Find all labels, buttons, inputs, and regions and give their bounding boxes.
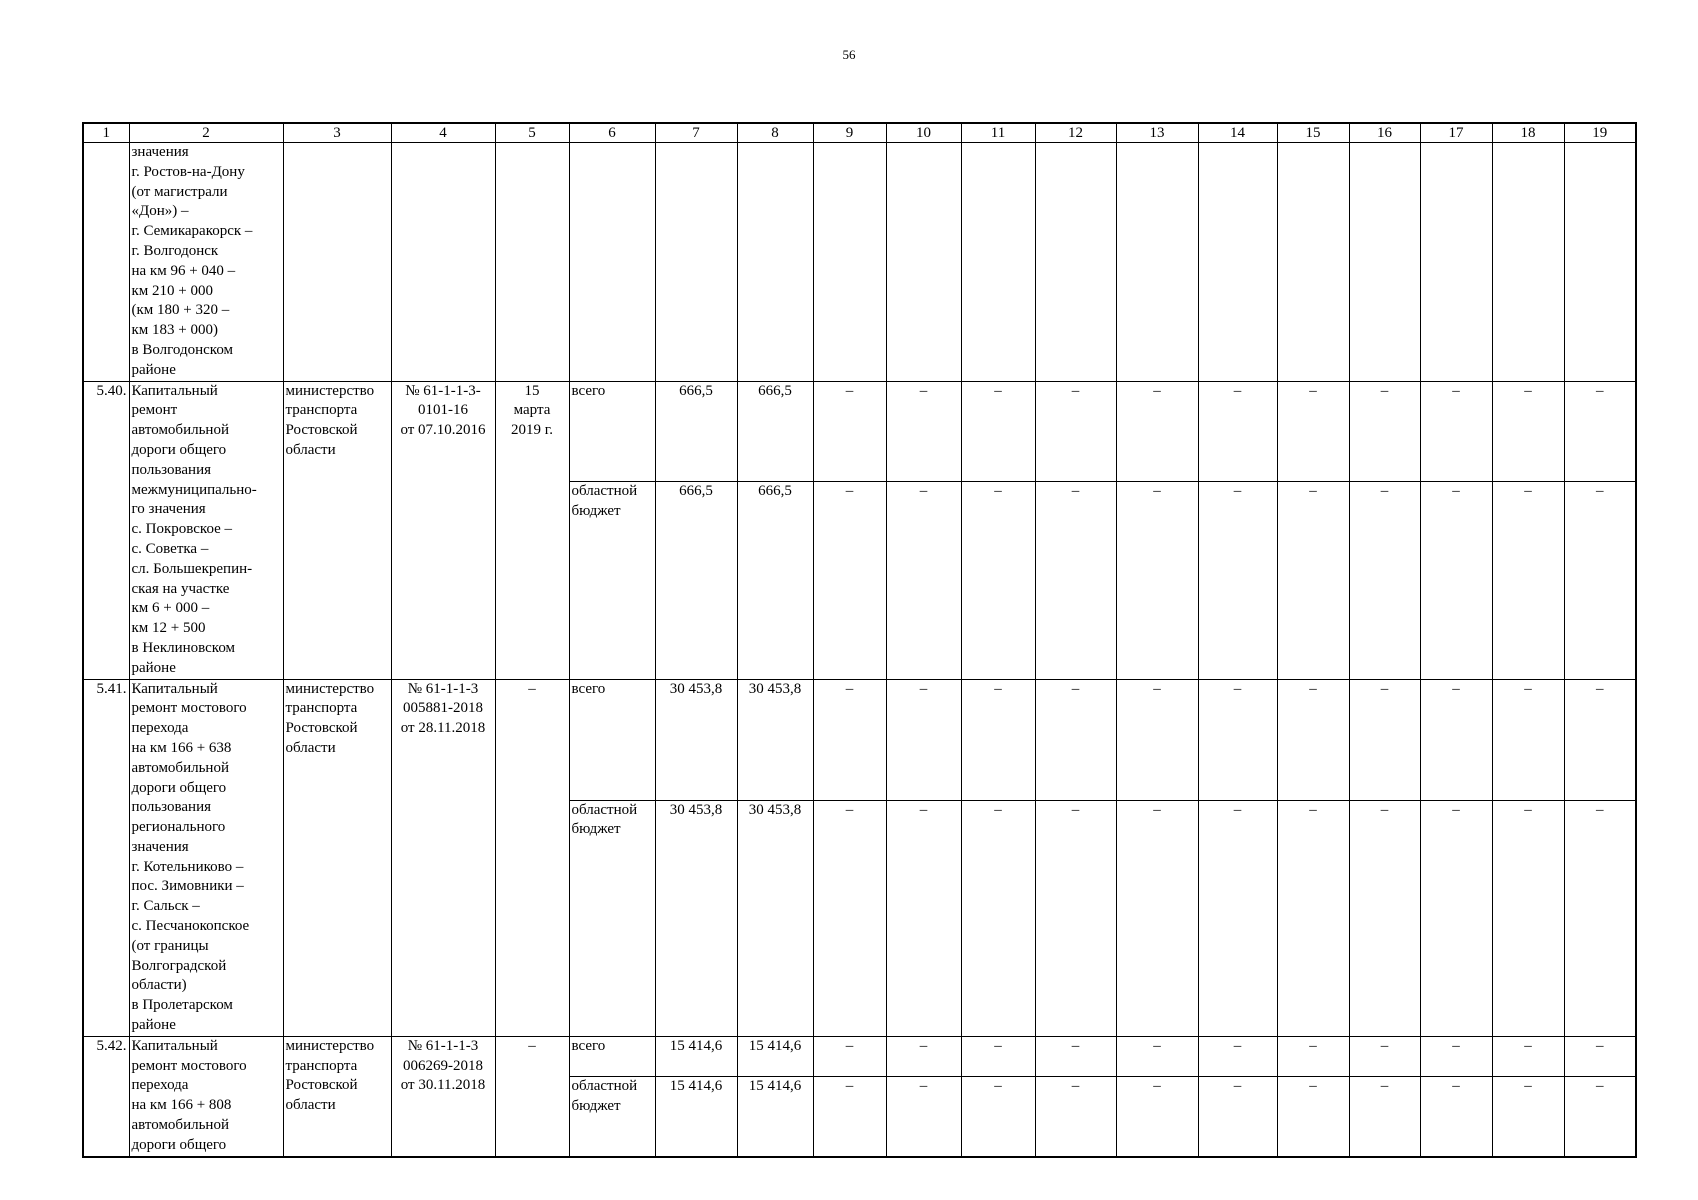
column-number: 10 bbox=[886, 123, 961, 143]
row-number: 5.41. bbox=[83, 679, 129, 1036]
expertise-document: № 61-1-1-3 006269-2018 от 30.11.2018 bbox=[391, 1036, 495, 1156]
dash-cell: – bbox=[1277, 1077, 1349, 1157]
amount-col7: 30 453,8 bbox=[655, 800, 737, 1036]
funding-source-budget: областной бюджет bbox=[569, 482, 655, 679]
dash-cell: – bbox=[1349, 1036, 1420, 1076]
dash-cell: – bbox=[1277, 679, 1349, 800]
dash-cell: – bbox=[1277, 1036, 1349, 1076]
dash-cell: – bbox=[1116, 800, 1198, 1036]
dash-cell: – bbox=[886, 800, 961, 1036]
dash-cell: – bbox=[1035, 679, 1116, 800]
amount-col8: 30 453,8 bbox=[737, 800, 813, 1036]
budget-table bbox=[82, 122, 1637, 1158]
dash-cell: – bbox=[1198, 1036, 1277, 1076]
funding-source-total: всего bbox=[569, 381, 655, 482]
dash-cell: – bbox=[1277, 482, 1349, 679]
dash-cell: – bbox=[813, 1036, 886, 1076]
dash-cell: – bbox=[1198, 800, 1277, 1036]
table-row bbox=[83, 1036, 1636, 1076]
column-number-row bbox=[83, 123, 1636, 143]
dash-cell: – bbox=[1349, 1077, 1420, 1157]
dash-cell: – bbox=[1420, 800, 1492, 1036]
dash-cell: – bbox=[1349, 800, 1420, 1036]
dash-cell: – bbox=[1349, 679, 1420, 800]
amount-col7: 15 414,6 bbox=[655, 1077, 737, 1157]
funding-source-total: всего bbox=[569, 1036, 655, 1076]
amount-col8: 15 414,6 bbox=[737, 1036, 813, 1076]
object-name: Капитальный ремонт мостового перехода на км 166 + 808 автомобильной дороги общего bbox=[129, 1036, 283, 1156]
dash-cell: – bbox=[1420, 1077, 1492, 1157]
table-row bbox=[83, 679, 1636, 800]
dash-cell: – bbox=[1420, 1036, 1492, 1076]
column-number: 17 bbox=[1420, 123, 1492, 143]
dash-cell: – bbox=[813, 800, 886, 1036]
amount-col7: 666,5 bbox=[655, 381, 737, 482]
dash-cell: – bbox=[1035, 482, 1116, 679]
dash-cell: – bbox=[1198, 381, 1277, 482]
dash-cell: – bbox=[1277, 800, 1349, 1036]
dash-cell: – bbox=[1564, 1036, 1636, 1076]
dash-cell: – bbox=[813, 381, 886, 482]
dash-cell: – bbox=[1564, 800, 1636, 1036]
column-number: 12 bbox=[1035, 123, 1116, 143]
amount-col8: 15 414,6 bbox=[737, 1077, 813, 1157]
dash-cell: – bbox=[1420, 482, 1492, 679]
page-number: 56 bbox=[842, 47, 856, 62]
dash-cell: – bbox=[886, 1077, 961, 1157]
dash-cell: – bbox=[1492, 1077, 1564, 1157]
dash-cell: – bbox=[1277, 381, 1349, 482]
amount-col7: 15 414,6 bbox=[655, 1036, 737, 1076]
dash-cell: – bbox=[1564, 381, 1636, 482]
dash-cell: – bbox=[1564, 1077, 1636, 1157]
funding-source-budget: областной бюджет bbox=[569, 800, 655, 1036]
responsible-org: министерство транспорта Ростовской области bbox=[283, 381, 391, 679]
dash-cell: – bbox=[961, 482, 1035, 679]
column-number: 19 bbox=[1564, 123, 1636, 143]
dash-cell: – bbox=[1198, 679, 1277, 800]
dash-cell: – bbox=[1198, 1077, 1277, 1157]
dash-cell: – bbox=[1116, 482, 1198, 679]
dash-cell: – bbox=[961, 1077, 1035, 1157]
expertise-document: № 61-1-1-3- 0101-16 от 07.10.2016 bbox=[391, 381, 495, 679]
column-number: 4 bbox=[391, 123, 495, 143]
dash-cell: – bbox=[1492, 800, 1564, 1036]
column-number: 3 bbox=[283, 123, 391, 143]
column-number: 16 bbox=[1349, 123, 1420, 143]
dash-cell: – bbox=[1116, 1036, 1198, 1076]
column-number: 9 bbox=[813, 123, 886, 143]
column-number: 1 bbox=[83, 123, 129, 143]
dash-cell: – bbox=[1492, 1036, 1564, 1076]
dash-cell: – bbox=[886, 381, 961, 482]
dash-cell: – bbox=[961, 800, 1035, 1036]
responsible-org: министерство транспорта Ростовской области bbox=[283, 1036, 391, 1156]
amount-col7: 30 453,8 bbox=[655, 679, 737, 800]
continuation-num-cell bbox=[83, 143, 129, 382]
responsible-org: министерство транспорта Ростовской области bbox=[283, 679, 391, 1036]
row-number: 5.40. bbox=[83, 381, 129, 679]
dash-cell: – bbox=[886, 482, 961, 679]
amount-col8: 30 453,8 bbox=[737, 679, 813, 800]
dash-cell: – bbox=[1349, 381, 1420, 482]
column-number: 6 bbox=[569, 123, 655, 143]
dash-cell: – bbox=[1492, 381, 1564, 482]
dash-cell: – bbox=[1116, 679, 1198, 800]
column-number: 8 bbox=[737, 123, 813, 143]
table-row bbox=[83, 381, 1636, 482]
column-number: 18 bbox=[1492, 123, 1564, 143]
dash-cell: – bbox=[886, 679, 961, 800]
column-number: 14 bbox=[1198, 123, 1277, 143]
continuation-name-cell: значения г. Ростов-на-Дону (от магистрали «Дон») – г. Семикаракорск – г. Волгодонск на км 96 + 040 – км 210 + 000 (км 180 + 320 – км 183 + 000) в Волгодонском районе bbox=[129, 143, 283, 382]
expertise-document: № 61-1-1-3 005881-2018 от 28.11.2018 bbox=[391, 679, 495, 1036]
dash-cell: – bbox=[961, 381, 1035, 482]
column-number: 15 bbox=[1277, 123, 1349, 143]
column-number: 7 bbox=[655, 123, 737, 143]
dash-cell: – bbox=[1349, 482, 1420, 679]
dash-cell: – bbox=[1420, 679, 1492, 800]
dash-cell: – bbox=[1420, 381, 1492, 482]
object-name: Капитальный ремонт автомобильной дороги общего пользования межмуниципально- го значения с. Покровское – с. Советка – сл. Большекрепин- ская на участке км 6 + 000 – км 12 + 500 в Неклиновском районе bbox=[129, 381, 283, 679]
dash-cell: – bbox=[813, 679, 886, 800]
completion-date: 15 марта 2019 г. bbox=[495, 381, 569, 679]
amount-col8: 666,5 bbox=[737, 381, 813, 482]
dash-cell: – bbox=[1492, 482, 1564, 679]
dash-cell: – bbox=[961, 1036, 1035, 1076]
column-number: 2 bbox=[129, 123, 283, 143]
amount-col7: 666,5 bbox=[655, 482, 737, 679]
dash-cell: – bbox=[1116, 1077, 1198, 1157]
dash-cell: – bbox=[1116, 381, 1198, 482]
funding-source-total: всего bbox=[569, 679, 655, 800]
continuation-row bbox=[83, 143, 1636, 382]
dash-cell: – bbox=[1564, 482, 1636, 679]
dash-cell: – bbox=[1035, 1036, 1116, 1076]
row-number: 5.42. bbox=[83, 1036, 129, 1156]
completion-date: – bbox=[495, 1036, 569, 1156]
dash-cell: – bbox=[1198, 482, 1277, 679]
dash-cell: – bbox=[813, 482, 886, 679]
column-number: 5 bbox=[495, 123, 569, 143]
dash-cell: – bbox=[1564, 679, 1636, 800]
dash-cell: – bbox=[961, 679, 1035, 800]
dash-cell: – bbox=[813, 1077, 886, 1157]
column-number: 13 bbox=[1116, 123, 1198, 143]
dash-cell: – bbox=[1035, 1077, 1116, 1157]
column-number: 11 bbox=[961, 123, 1035, 143]
dash-cell: – bbox=[1492, 679, 1564, 800]
object-name: Капитальный ремонт мостового перехода на км 166 + 638 автомобильной дороги общего пользования регионального значения г. Котельниково – пос. Зимовники – г. Сальск – с. Песчанокопское (от границы Волгоградской области) в Пролетарском районе bbox=[129, 679, 283, 1036]
dash-cell: – bbox=[1035, 381, 1116, 482]
amount-col8: 666,5 bbox=[737, 482, 813, 679]
completion-date: – bbox=[495, 679, 569, 1036]
dash-cell: – bbox=[1035, 800, 1116, 1036]
funding-source-budget: областной бюджет bbox=[569, 1077, 655, 1157]
dash-cell: – bbox=[886, 1036, 961, 1076]
